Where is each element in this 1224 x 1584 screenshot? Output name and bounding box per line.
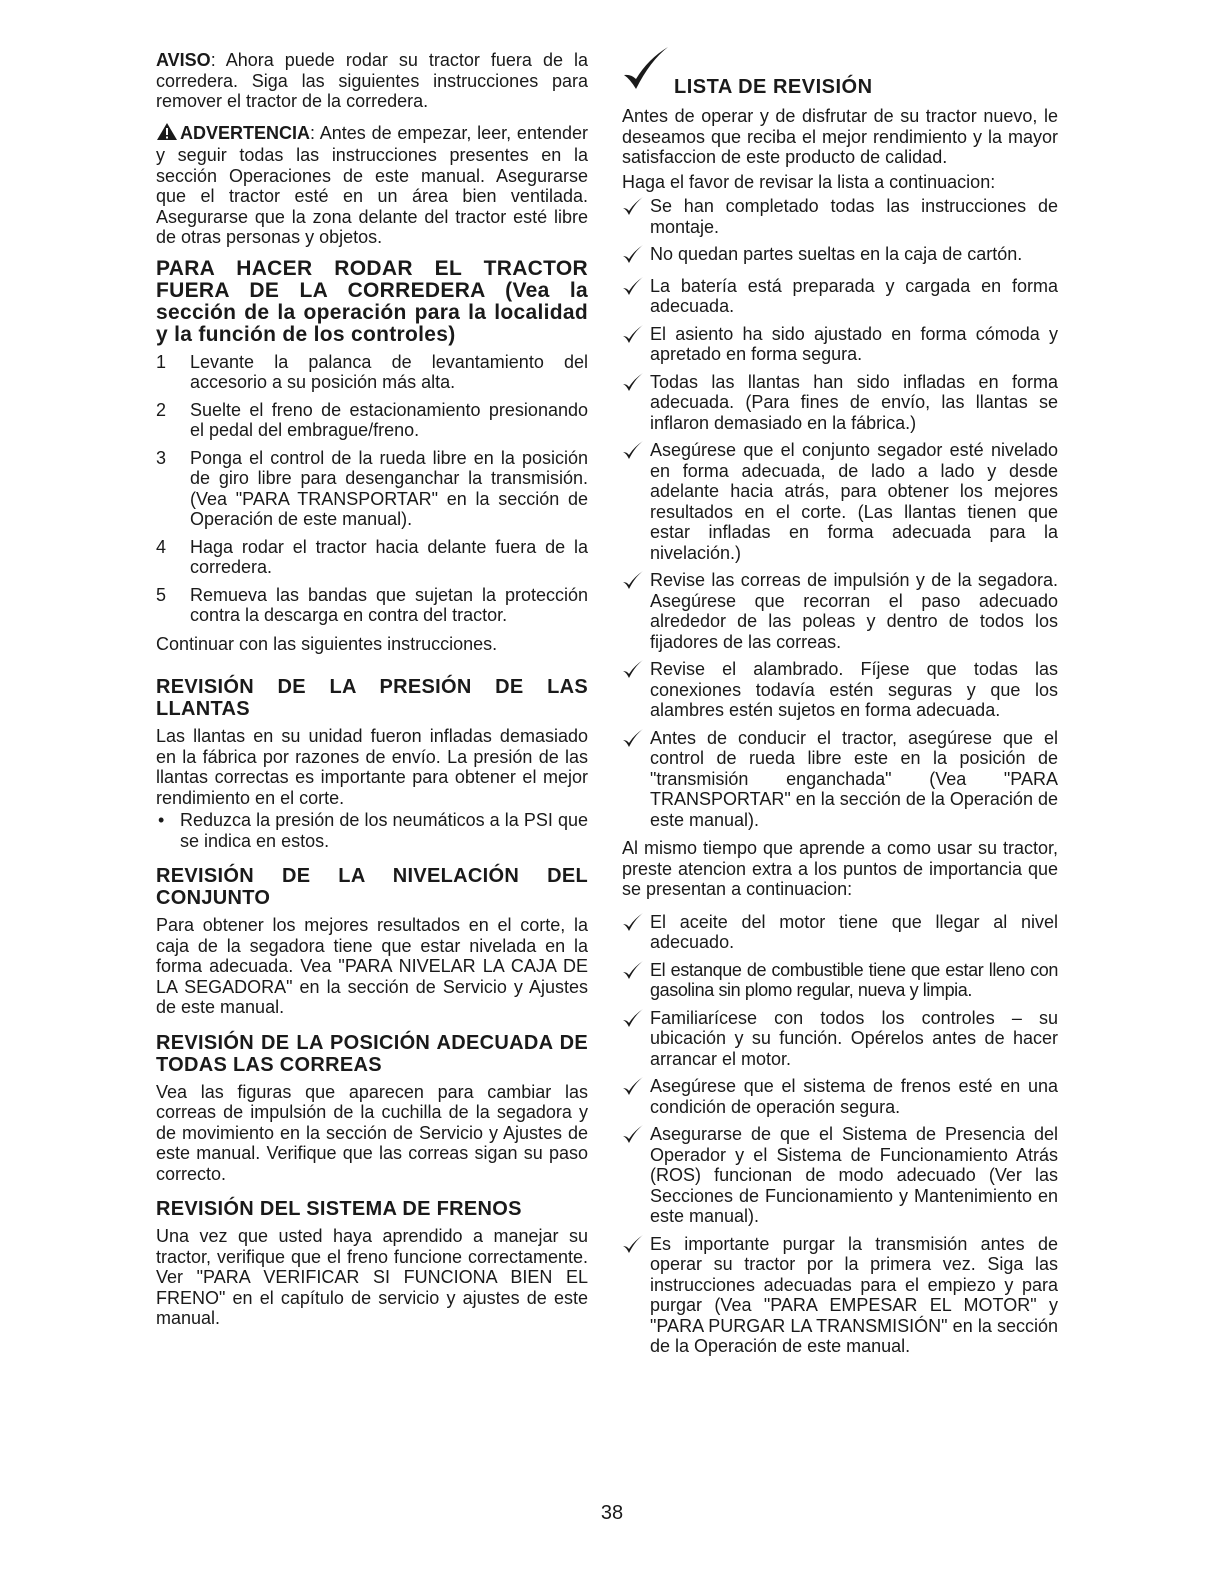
level-heading: REVISIÓN DE LA NIVELACIÓN DEL CONJUNTO xyxy=(156,865,588,909)
checklist-title: LISTA DE REVISIÓN xyxy=(674,76,873,98)
checklist-items xyxy=(622,196,1058,830)
checklist-header xyxy=(622,54,1058,98)
right-column xyxy=(622,54,1058,1364)
tires-text: Las llantas en su unidad fueron infladas demasiado en la fábrica por razones de envío. La presión de las llantas correctas es importante para obtener el mejor rendimiento en el corte. xyxy=(156,726,588,808)
checkmark-icon xyxy=(622,244,650,269)
checkmark-icon xyxy=(622,196,650,237)
list-item: Asegúrese que el sistema de frenos esté en una condición de operación segura. xyxy=(622,1076,1058,1117)
advertencia-text: : Antes de empezar, leer, entender y seguir todas las instrucciones presentes en la sección Operaciones de este manual. Asegurarse que el tractor esté en un área bien ventilada. Asegurarse que la zona delante del tractor esté libre de otras personas y objetos. xyxy=(156,122,588,247)
checkmark-icon xyxy=(622,960,650,1001)
list-item: 2 Suelte el freno de estacionamiento presionando el pedal del embrague/freno. xyxy=(156,399,588,440)
left-column xyxy=(156,50,588,1339)
list-item: Revise el alambrado. Fíjese que todas las conexiones todavía estén seguras y que los alambres estén sujetos en forma adecuada. xyxy=(622,659,1058,721)
checkmark-icon xyxy=(622,1008,650,1070)
advertencia-paragraph xyxy=(156,122,588,248)
checkmark-icon xyxy=(622,440,650,563)
belts-heading: REVISIÓN DE LA POSICIÓN ADECUADA DE TODAS LAS CORREAS xyxy=(156,1031,588,1076)
warning-triangle-icon xyxy=(156,122,178,146)
checkmark-icon xyxy=(622,324,650,365)
list-item: Es importante purgar la transmisión antes de operar su tractor por la primera vez. Siga las instrucciones adecuadas para el empiezo y para purgar (Vea "PARA EMPESAR EL MOTOR" y "PARA PURGAR LA TRANSMISIÓN" en la sección de la Operación de este manual. xyxy=(622,1234,1058,1357)
list-item: Antes de conducir el tractor, asegúrese que el control de rueda libre este en la posición de "transmisión enganchada" (Vea "PARA TRANSPORTAR" en la sección de la Operación de este manual). xyxy=(622,728,1058,831)
list-item: 3 Ponga el control de la rueda libre en la posición de giro libre para desenganchar la transmisión. (Vea "PARA TRANSPORTAR" en la sección de Operación de este manual). xyxy=(156,447,588,529)
list-item: 4 Haga rodar el tractor hacia delante fuera de la corredera. xyxy=(156,536,588,577)
checkmark-icon xyxy=(622,728,650,831)
brakes-text: Una vez que usted haya aprendido a manejar su tractor, verifique que el freno funcione correctamente. Ver "PARA VERIFICAR SI FUNCIONA BIEN EL FRENO" en el capítulo de servicio y ajustes de este manual. xyxy=(156,1226,588,1328)
belts-text: Vea las figuras que aparecen para cambiar las correas de impulsión de la cuchilla de la segadora y de movimiento en la sección de Servicio y Ajustes de este manual. Verifique que las correas sigan su paso correcto. xyxy=(156,1081,588,1184)
checkmark-icon xyxy=(622,372,650,434)
roll-steps-list xyxy=(156,352,588,626)
attention-paragraph: Al mismo tiempo que aprende a como usar su tractor, preste atencion extra a los puntos de importancia que se presentan a continuacion: xyxy=(622,838,1058,899)
checklist-items-2 xyxy=(622,912,1058,1357)
tires-bullet: • Reduzca la presión de los neumáticos a la PSI que se indica en estos. xyxy=(158,810,588,851)
checkmark-icon xyxy=(622,1076,650,1117)
continue-text: Continuar con las siguientes instrucciones. xyxy=(156,633,498,654)
page-number: 38 xyxy=(600,1502,624,1524)
brakes-heading: REVISIÓN DEL SISTEMA DE FRENOS xyxy=(156,1198,522,1220)
checkmark-icon xyxy=(622,45,670,98)
list-item: 1 Levante la palanca de levantamiento del accesorio a su posición más alta. xyxy=(156,351,588,392)
checklist-intro: Antes de operar y de disfrutar de su tractor nuevo, le deseamos que reciba el mejor rendimiento y la mayor satisfaccion de este producto de calidad. xyxy=(622,106,1058,167)
list-item: 5 Remueva las bandas que sujetan la protección contra la descarga en contra del tractor. xyxy=(156,584,588,625)
list-item: El asiento ha sido ajustado en forma cómoda y apretado en forma segura. xyxy=(622,324,1058,365)
list-item: La batería está preparada y cargada en forma adecuada. xyxy=(622,276,1058,317)
level-text: Para obtener los mejores resultados en el corte, la caja de la segadora tiene que estar nivelada en la forma adecuada. Vea "PARA NIVELAR LA CAJA DE LA SEGADORA" en la sección de Servicio y Ajustes de este manual. xyxy=(156,915,588,1017)
checkmark-icon xyxy=(622,1234,650,1357)
list-item: Familiarícese con todos los controles – su ubicación y su función. Opérelos antes de hacer arrancar el motor. xyxy=(622,1008,1058,1070)
advertencia-label: ADVERTENCIA xyxy=(180,122,311,143)
roll-tractor-heading: PARA HACER RODAR EL TRACTOR FUERA DE LA CORREDERA (Vea la sección de la operación para la localidad y la función de los controles) xyxy=(156,256,588,346)
list-item: Asegurarse de que el Sistema de Presencia del Operador y el Sistema de Funcionamiento Atrás (ROS) funcionan de modo adecuado (Ver las Secciones de Funcionamiento y Mantenimiento en este manual). xyxy=(622,1124,1058,1227)
aviso-paragraph xyxy=(156,50,588,112)
checkmark-icon xyxy=(622,912,650,953)
aviso-label: AVISO xyxy=(156,50,211,70)
list-item: Asegúrese que el conjunto segador esté nivelado en forma adecuada, de lado a lado y desde adelante hacia atrás, para obtener los mejores resultados en el corte. (Las llantas tienen que estar infladas en forma adecuada para la nivelación.) xyxy=(622,440,1058,563)
checkmark-icon xyxy=(622,570,650,652)
tires-heading: REVISIÓN DE LA PRESIÓN DE LAS LLANTAS xyxy=(156,676,588,720)
list-item: Se han completado todas las instrucciones de montaje. xyxy=(622,196,1058,237)
list-item: No quedan partes sueltas en la caja de cartón. xyxy=(622,244,1058,269)
aviso-text: : Ahora puede rodar su tractor fuera de la corredera. Siga las siguientes instrucciones para remover el tractor de la corredera. xyxy=(156,50,588,111)
list-item: El aceite del motor tiene que llegar al nivel adecuado. xyxy=(622,912,1058,953)
checkmark-icon xyxy=(622,276,650,317)
checkmark-icon xyxy=(622,659,650,721)
checkmark-icon xyxy=(622,1124,650,1227)
list-item: Revise las correas de impulsión y de la segadora. Asegúrese que recorran el paso adecuado alrededor de las poleas y dentro de todos los fijadores de las correas. xyxy=(622,570,1058,652)
list-item: Todas las llantas han sido infladas en forma adecuada. (Para fines de envío, las llantas se inflaron demasiado en la fábrica.) xyxy=(622,372,1058,434)
list-item: El estanque de combustible tiene que estar lleno con gasolina sin plomo regular, nueva y limpia. xyxy=(622,960,1058,1001)
checklist-intro-2: Haga el favor de revisar la lista a continuacion: xyxy=(622,171,996,192)
